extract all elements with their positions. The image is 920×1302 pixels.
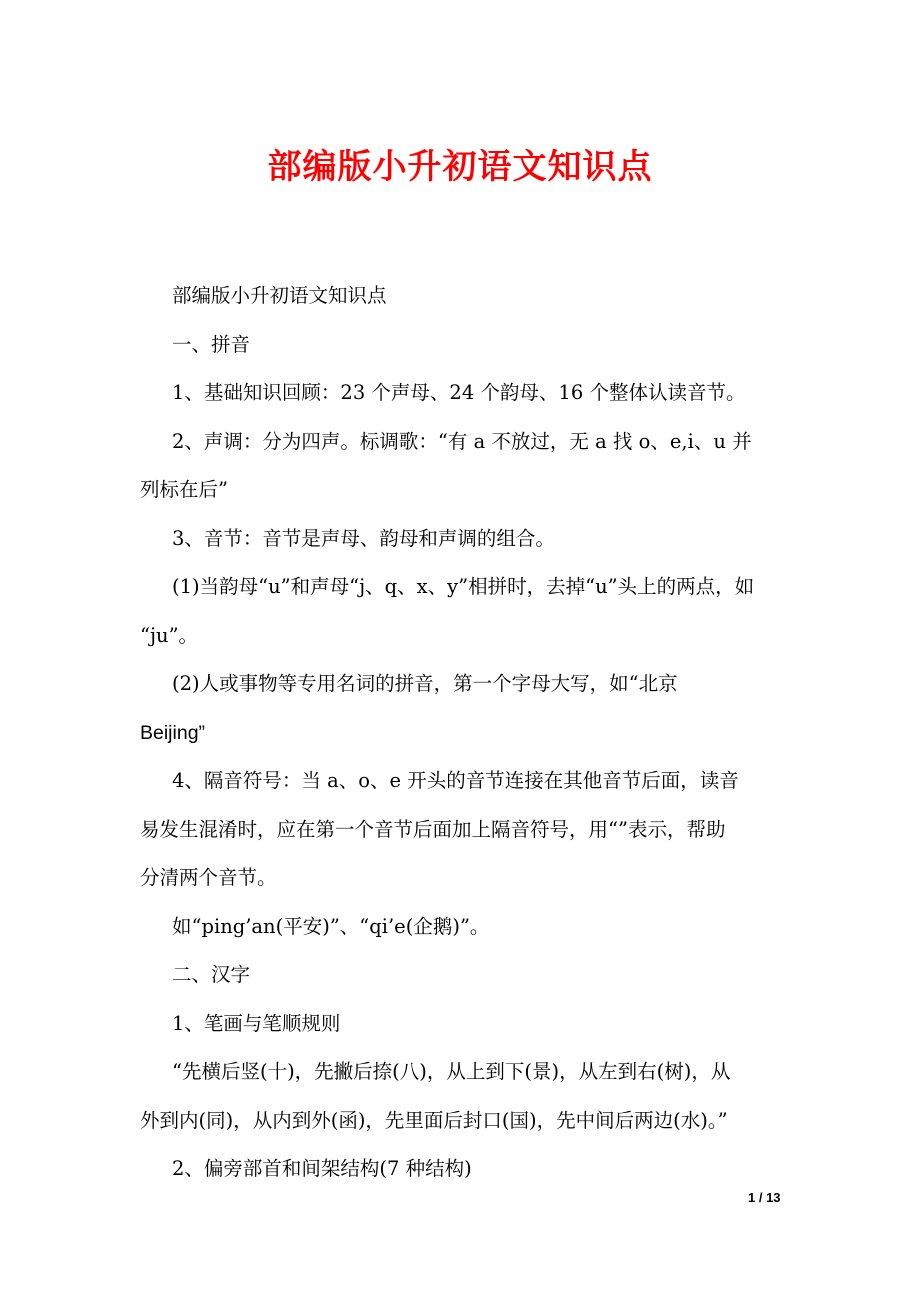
paragraph-rule-2: (2)人或事物等专用名词的拼音，第一个字母大写，如“北京 [172, 672, 678, 695]
paragraph-basics: 1、基础知识回顾：23 个声母、24 个韵母、16 个整体认读音节。 [172, 381, 746, 404]
paragraph-radicals: 2、偏旁部首和间架结构(7 种结构) [172, 1157, 472, 1180]
paragraph-tones-continued: 列标在后” [140, 478, 228, 501]
paragraph-separator-mark-continued-1: 易发生混淆时，应在第一个音节后面加上隔音符号，用“”表示，帮助 [140, 817, 726, 841]
paragraph-stroke-order: “先横后竖(十)，先撇后捺(八)，从上到下(景)，从左到右(树)，从 [172, 1060, 731, 1083]
paragraph-tones: 2、声调：分为四声。标调歌：“有 a 不放过，无 a 找 o、e,i、u 并 [172, 429, 752, 453]
section-heading-characters: 二、汉字 [172, 963, 251, 986]
document-title: 部编版小升初语文知识点 [267, 147, 653, 187]
paragraph-subtitle: 部编版小升初语文知识点 [172, 284, 387, 307]
paragraph-separator-mark-continued-2: 分清两个音节。 [140, 866, 277, 889]
paragraph-rule-1: (1)当韵母“u”和声母“j、q、x、y”相拼时，去掉“u”头上的两点，如 [172, 575, 755, 598]
paragraph-rule-1-continued: “ju”。 [140, 623, 199, 647]
section-heading-pinyin: 一、拼音 [172, 332, 251, 356]
page-number: 1 / 13 [748, 1190, 781, 1205]
document-body [140, 272, 790, 1194]
paragraph-examples: 如“ping’an(平安)”、“qi’e(企鹅)”。 [172, 914, 490, 938]
paragraph-separator-mark: 4、隔音符号：当 a、o、e 开头的音节连接在其他音节后面，读音 [172, 769, 739, 792]
paragraph-stroke-order-continued: 外到内(同)，从内到外(函)，先里面后封口(国)，先中间后两边(水)。” [140, 1108, 728, 1132]
paragraph-syllables: 3、音节：音节是声母、韵母和声调的组合。 [172, 526, 555, 550]
paragraph-stroke-rules-heading: 1、笔画与笔顺规则 [172, 1011, 341, 1035]
paragraph-rule-2-continued: Beijing” [140, 721, 206, 744]
